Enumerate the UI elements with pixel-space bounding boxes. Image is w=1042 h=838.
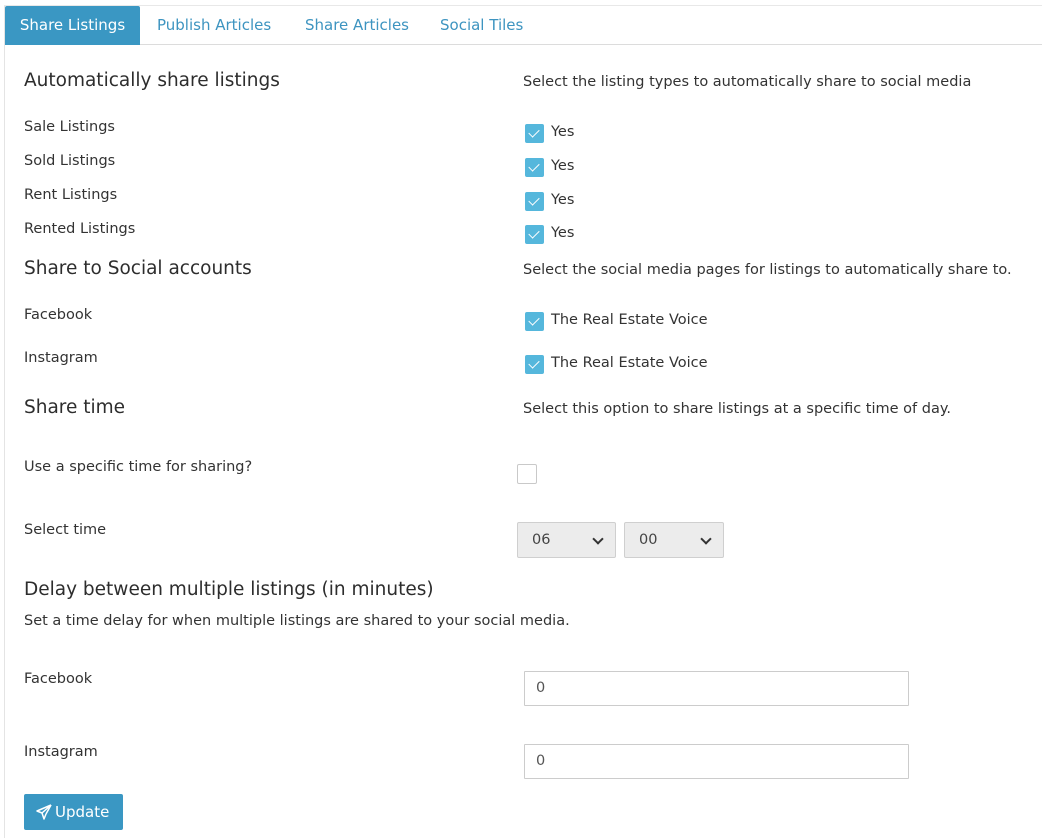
minute-select-value: 00 — [639, 532, 658, 548]
instagram-delay-value: 0 — [536, 753, 546, 769]
instagram-delay-label: Instagram — [24, 744, 98, 760]
facebook-account-checkbox[interactable] — [525, 312, 544, 331]
rent-listings-checkbox[interactable] — [525, 192, 544, 211]
update-button[interactable] — [24, 794, 123, 830]
rented-listings-checkbox[interactable] — [525, 225, 544, 244]
sold-listings-label: Sold Listings — [24, 153, 116, 169]
sold-listings-option: Yes — [551, 158, 575, 174]
specific-time-checkbox[interactable] — [517, 464, 537, 484]
rent-listings-option: Yes — [551, 192, 575, 208]
social-accounts-description: Select the social media pages for listings to automatically share to. — [523, 262, 1012, 278]
facebook-delay-label: Facebook — [24, 671, 93, 687]
tab-social-tiles[interactable]: Social Tiles — [440, 16, 524, 34]
share-time-description: Select this option to share listings at a specific time of day. — [523, 401, 951, 417]
instagram-account-option: The Real Estate Voice — [551, 355, 708, 371]
rented-listings-label: Rented Listings — [24, 221, 136, 237]
tab-share-articles[interactable]: Share Articles — [305, 16, 409, 34]
chevron-down-icon — [700, 533, 711, 544]
paper-plane-icon — [36, 804, 52, 820]
panel-frame — [4, 5, 1042, 838]
auto-share-heading: Automatically share listings — [24, 70, 280, 91]
tab-share-listings[interactable]: Share Listings — [5, 6, 140, 45]
rented-listings-option: Yes — [551, 225, 575, 241]
facebook-delay-input[interactable] — [524, 671, 909, 706]
facebook-account-label: Facebook — [24, 307, 93, 323]
instagram-delay-input[interactable] — [524, 744, 909, 779]
share-time-heading: Share time — [24, 397, 126, 418]
tab-bar — [5, 6, 1042, 45]
minute-select[interactable] — [624, 522, 724, 558]
hour-select-value: 06 — [532, 532, 551, 548]
instagram-account-label: Instagram — [24, 350, 98, 366]
specific-time-label: Use a specific time for sharing? — [24, 459, 253, 475]
delay-description: Set a time delay for when multiple listings are shared to your social media. — [24, 613, 570, 629]
chevron-down-icon — [592, 533, 603, 544]
delay-heading: Delay between multiple listings (in minutes) — [24, 579, 434, 600]
sale-listings-checkbox[interactable] — [525, 124, 544, 143]
instagram-account-checkbox[interactable] — [525, 355, 544, 374]
update-button-label: Update — [55, 803, 110, 821]
sale-listings-option: Yes — [551, 124, 575, 140]
sold-listings-checkbox[interactable] — [525, 158, 544, 177]
sale-listings-label: Sale Listings — [24, 119, 115, 135]
auto-share-description: Select the listing types to automatically share to social media — [523, 74, 972, 90]
social-accounts-heading: Share to Social accounts — [24, 258, 252, 279]
facebook-delay-value: 0 — [536, 680, 546, 696]
select-time-label: Select time — [24, 522, 107, 538]
facebook-account-option: The Real Estate Voice — [551, 312, 708, 328]
hour-select[interactable] — [517, 522, 616, 558]
tab-publish-articles[interactable]: Publish Articles — [157, 16, 272, 34]
rent-listings-label: Rent Listings — [24, 187, 118, 203]
